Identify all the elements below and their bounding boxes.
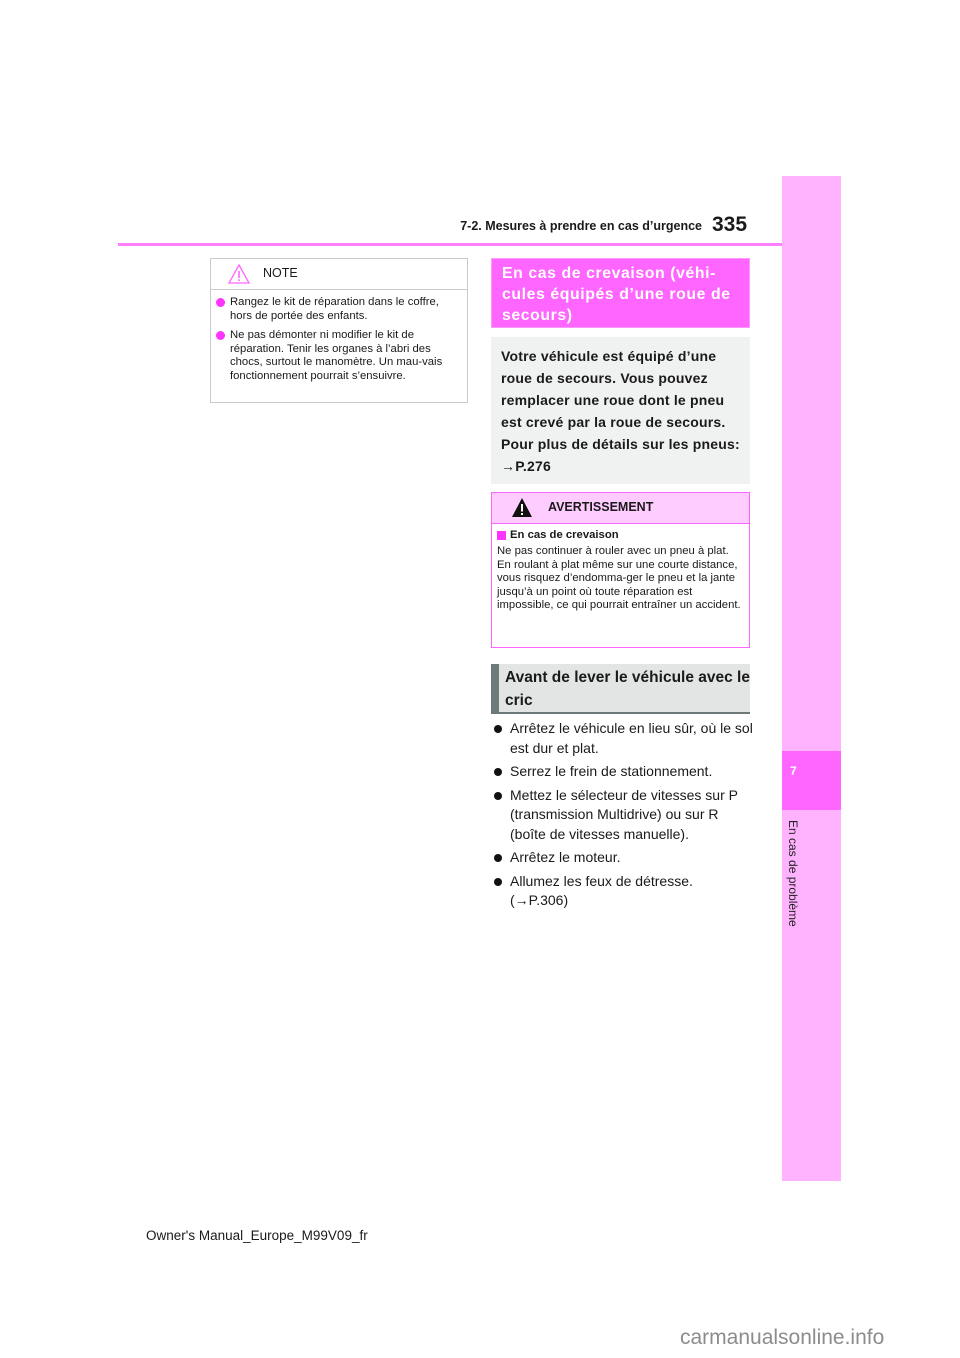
bullet-dot-icon bbox=[494, 792, 502, 800]
bullet-dot-icon bbox=[216, 298, 225, 307]
subsection-header bbox=[491, 664, 750, 714]
warning-subtitle bbox=[492, 529, 749, 541]
chapter-number-tab[interactable] bbox=[782, 751, 841, 810]
note-header bbox=[211, 259, 467, 290]
subsection-title: Avant de lever le véhicule avec le cric bbox=[505, 669, 750, 709]
document-id-footer: Owner's Manual_Europe_M99V09_fr bbox=[146, 1228, 368, 1243]
intro-box bbox=[491, 337, 750, 484]
intro-paragraph: Votre véhicule est équipé d’une roue de secours. Vous pouvez remplacer une roue dont le pneu est crevé par la roue de secours. bbox=[501, 348, 726, 430]
square-bullet-icon bbox=[497, 531, 506, 540]
chapter-label: En cas de problème bbox=[786, 820, 800, 927]
page-reference-link[interactable]: →P.276 bbox=[501, 458, 551, 474]
note-item bbox=[211, 329, 467, 383]
section-title-text: En cas de crevaison (véhi-cules équipés d’une roue de secours) bbox=[502, 265, 731, 324]
list-item bbox=[492, 762, 754, 782]
list-item-text: Arrêtez le véhicule en lieu sûr, où le sol est dur et plat. bbox=[510, 720, 753, 756]
bullet-dot-icon bbox=[494, 854, 502, 862]
note-title: NOTE bbox=[263, 266, 298, 280]
bullet-dot-icon bbox=[494, 725, 502, 733]
bullet-dot-icon bbox=[494, 878, 502, 886]
list-item-text: Mettez le sélecteur de vitesses sur P (transmission Multidrive) ou sur R (boîte de vitesses manuelle). bbox=[510, 786, 738, 842]
list-item-text: Arrêtez le moteur. bbox=[510, 849, 621, 865]
warning-box bbox=[491, 492, 750, 648]
list-item bbox=[492, 786, 754, 845]
intro-paragraph-2: Pour plus de détails sur les pneus: bbox=[501, 436, 740, 452]
warning-header bbox=[492, 493, 749, 524]
list-item-text: Serrez le frein de stationnement. bbox=[510, 763, 713, 779]
chapter-side-tab bbox=[782, 176, 841, 1181]
list-item-text: Allumez les feux de détresse. (→P.306) bbox=[510, 872, 693, 908]
section-title bbox=[491, 258, 750, 328]
note-item-text: Rangez le kit de réparation dans le coffre, hors de portée des enfants. bbox=[230, 296, 439, 322]
page-number: 335 bbox=[712, 213, 748, 236]
steps-list bbox=[492, 719, 754, 915]
chapter-number: 7 bbox=[790, 764, 797, 778]
note-box bbox=[210, 258, 468, 403]
warning-subtitle-text: En cas de crevaison bbox=[510, 529, 619, 541]
caution-triangle-outline-icon bbox=[228, 264, 250, 289]
section-header: 7-2. Mesures à prendre en cas d’urgence bbox=[460, 219, 702, 233]
bullet-dot-icon bbox=[216, 331, 225, 340]
warning-triangle-filled-icon bbox=[511, 497, 533, 523]
list-item bbox=[492, 872, 754, 911]
watermark: carmanualsonline.info bbox=[680, 1326, 885, 1349]
chapter-label-container bbox=[786, 820, 800, 950]
list-item bbox=[492, 848, 754, 868]
list-item bbox=[492, 719, 754, 758]
bullet-dot-icon bbox=[494, 768, 502, 776]
header-divider bbox=[118, 243, 782, 246]
warning-title: AVERTISSEMENT bbox=[548, 500, 654, 514]
note-item-text: Ne pas démonter ni modifier le kit de réparation. Tenir les organes à l’abri des chocs, surtout le manomètre. Un mau-vais fonctionnement pourrait s’ensuivre. bbox=[230, 329, 443, 382]
note-item bbox=[211, 296, 467, 323]
warning-body: Ne pas continuer à rouler avec un pneu à plat. En roulant à plat même sur une courte distance, vous risquez d’endomma-ger le pneu et la jante jusqu’à un point où toute réparation est impossible, ce qui pourrait entraîner un accident. bbox=[497, 545, 741, 611]
